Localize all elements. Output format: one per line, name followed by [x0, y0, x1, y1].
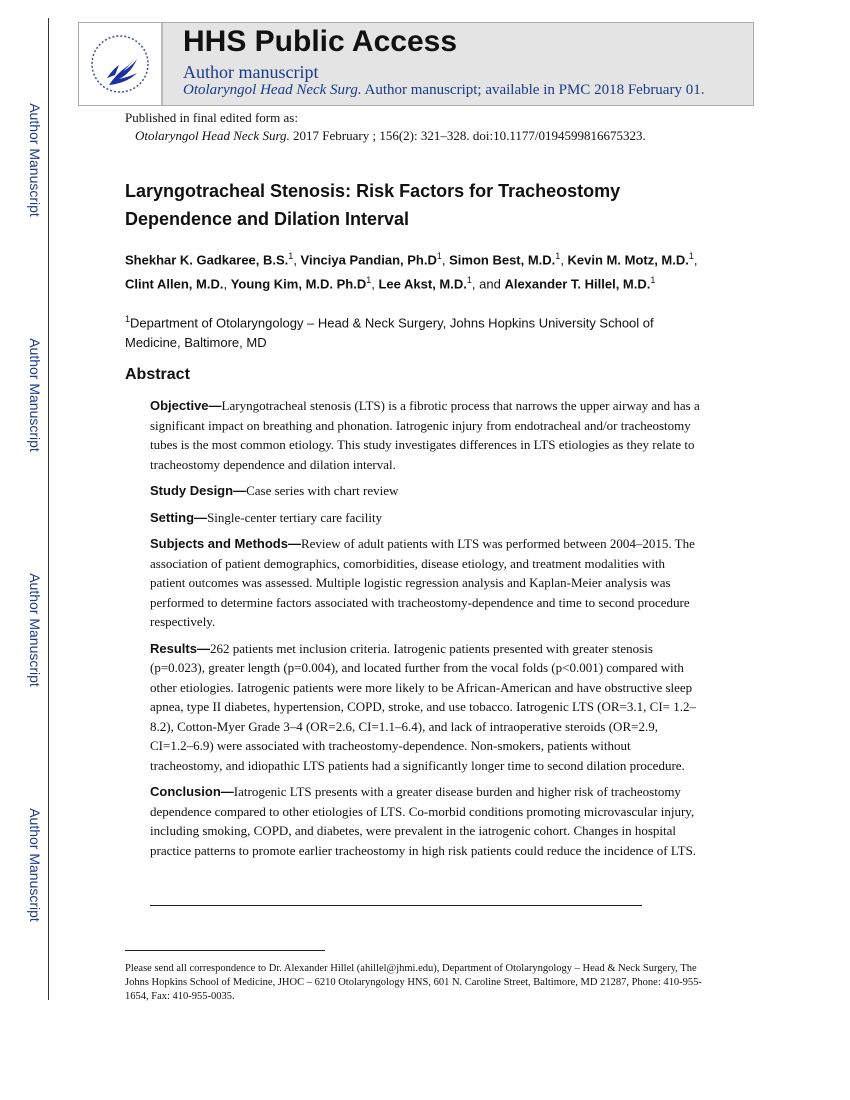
abstract-divider	[150, 905, 642, 906]
abstract-study-design	[150, 481, 702, 501]
journal-name: Otolaryngol Head Neck Surg.	[183, 82, 362, 98]
author-sup: 1	[366, 275, 372, 286]
author-sup: 1	[436, 251, 442, 261]
and-text: and	[479, 276, 501, 292]
affiliation-text: Department of Otolaryngology – Head & Neck Surgery, Johns Hopkins University School of Medicine, Baltimore, MD	[125, 315, 654, 351]
author: Clint Allen, M.D.	[125, 276, 224, 292]
affiliation	[125, 309, 705, 353]
citation-text: 2017 February ; 156(2): 321–328. doi:10.1177/0194599816675323.	[289, 128, 646, 143]
author: Lee Akst, M.D.	[378, 276, 467, 292]
author-sup: 1	[650, 275, 656, 286]
section-text: Iatrogenic LTS presents with a greater disease burden and higher risk of tracheostomy dependence compared to other etiologies of LTS. Co-morbid conditions promoting microvascular injury, including smoking, COPD, and diabetes, were prevalent in the iatrogenic cohort. Changes in hospital practice patterns to promote earlier tracheostomy in high risk patients could reduce the incidence of LTS.	[150, 784, 697, 858]
side-label: Author Manuscript	[27, 808, 43, 922]
availability-line	[183, 82, 704, 99]
section-label: Study Design—	[150, 483, 247, 498]
hhs-header	[78, 22, 754, 106]
side-label: Author Manuscript	[27, 338, 43, 452]
footnote-divider	[125, 950, 325, 951]
section-label: Subjects and Methods—	[150, 536, 301, 551]
published-citation	[125, 127, 646, 145]
section-label: Objective—	[150, 398, 222, 413]
abstract-conclusion	[150, 782, 702, 860]
availability-text: Author manuscript; available in PMC 2018 February 01.	[361, 82, 705, 98]
abstract-results	[150, 639, 702, 776]
hhs-logo-icon	[79, 23, 163, 105]
section-label: Setting—	[150, 509, 208, 525]
abstract-body	[150, 396, 702, 867]
section-label: Results—	[150, 640, 210, 656]
abstract-objective	[150, 396, 702, 474]
author-sup: 1	[466, 275, 472, 286]
section-text: Single-center tertiary care facility	[207, 509, 383, 525]
author-list: Shekhar K. Gadkaree, B.S.$^1$, Vinciya Pandian, $Ph.D^1$, Simon Best, M.D.$^1$, Kevin M. Motz, M.D.$^1$, Clint Allen, M.D., Young Kim, M.D. $Ph.D^1$, Lee Akst, M.D.$^1$, and Alexander T. Hillel, M.D.$^1$	[125, 251, 698, 292]
abstract-heading: Abstract	[125, 366, 190, 383]
section-label: Conclusion—	[150, 784, 234, 799]
article-title: Laryngotracheal Stenosis: Risk Factors for Tracheostomy Dependence and Dilation Interval	[125, 181, 621, 229]
hhs-title: HHS Public Access	[183, 25, 457, 58]
author: Vinciya Pandian, Ph.D	[300, 252, 437, 268]
section-text: 262 patients met inclusion criteria. Iatrogenic patients presented with greater stenosis (p=0.023), greater length (p=0.004), and located further from the vocal folds (p<0.001) compared with other etiologies. Iatrogenic patients were more likely to be African-American and have obstructive sleep apnea, type II diabetes, hypertension, COPD, stroke, and use tobacco. Iatrogenic LTS (OR=3.1, CI= 1.2–8.2), Cotton-Myer Grade 3–4 (OR=2.6, CI=1.1–6.4), and lack of intraoperative steroids (OR=2.9, CI=1.2–6.9) were associated with tracheostomy-dependence. Non-smokers, patients without tracheostomy, and idiopathic LTS patients had a significantly longer time to second dilation procedure.	[150, 640, 696, 773]
author-sup: 1	[288, 251, 294, 261]
author-sup: 1	[688, 251, 694, 261]
published-note	[125, 109, 646, 145]
author: Young Kim, M.D. Ph.D	[230, 276, 367, 292]
section-text: Case series with chart review	[246, 483, 399, 498]
author: Alexander T. Hillel, M.D.	[504, 276, 651, 292]
abstract-methods	[150, 534, 702, 632]
author: Shekhar K. Gadkaree, B.S.	[125, 252, 289, 268]
author-sup: 1	[555, 251, 561, 261]
author: Simon Best, M.D.	[449, 252, 556, 268]
section-text: Laryngotracheal stenosis (LTS) is a fibrotic process that narrows the upper airway and has a significant impact on breathing and phonation. Iatrogenic injury from endotracheal and/or tracheostomy tubes is the most common etiology. This study investigates differences in LTS etiologies as they relate to tracheostomy dependence and dilation interval.	[150, 398, 700, 472]
section-text: Review of adult patients with LTS was performed between 2004–2015. The association of patient demographics, comorbidities, disease etiology, and treatment modalities with patient outcomes was assessed. Multiple logistic regression analysis and Kaplan-Meier analysis was performed to determine factors associated with tracheostomy-dependence and time to second procedure respectively.	[150, 536, 695, 629]
abstract-setting	[150, 508, 702, 528]
side-label: Author Manuscript	[27, 573, 43, 687]
correspondence-footnote: Please send all correspondence to Dr. Alexander Hillel (ahillel@jhmi.edu), Department of Otolaryngology – Head & Neck Surgery, The Johns Hopkins School of Medicine, JHOC – 6210 Otolaryngology HNS, 601 N. Caroline Street, Baltimore, MD 21287, Phone: 410-955-1654, Fax: 410-955-0035.	[125, 963, 702, 1002]
manuscript-label: Author manuscript	[183, 62, 319, 82]
affiliation-sup: 1	[125, 314, 131, 324]
sidebar-divider	[48, 18, 49, 1000]
journal-name: Otolaryngol Head Neck Surg.	[135, 128, 290, 143]
side-label: Author Manuscript	[27, 103, 43, 217]
published-label: Published in final edited form as:	[125, 110, 298, 125]
author: Kevin M. Motz, M.D.	[567, 252, 689, 268]
